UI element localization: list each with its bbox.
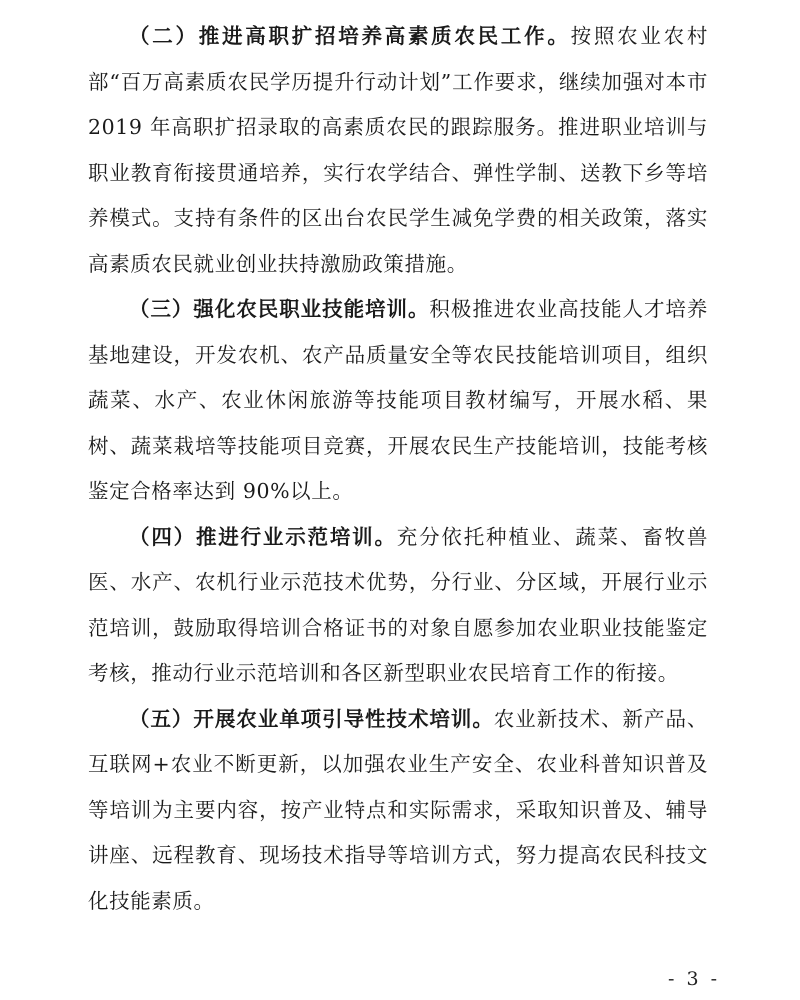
page-number: - 3 - [668, 968, 721, 990]
section-heading-4: （四）推进行业示范培训。 [129, 524, 397, 549]
paragraph-4 [88, 515, 708, 697]
paragraph-5 [88, 697, 708, 925]
section-heading-5: （五）开展农业单项引导性技术培训。 [129, 706, 494, 731]
section-body-5: 农业新技术、新产品、互联网+农业不断更新，以加强农业生产安全、农业科普知识普及等培训为主要内容，按产业特点和实际需求，采取知识普及、辅导讲座、远程教育、现场技术指导等培训方式，努力提高农民科技文化技能素质。 [88, 706, 708, 913]
paragraph-3 [88, 287, 708, 515]
section-heading-2: （二）推进高职扩招培养高素质农民工作。 [129, 24, 571, 48]
section-body-4: 充分依托种植业、蔬菜、畜牧兽医、水产、农机行业示范技术优势，分行业、分区域，开展行业示范培训，鼓励取得培训合格证书的对象自愿参加农业职业技能鉴定考核，推动行业示范培训和各区新型职业农民培育工作的衔接。 [88, 524, 708, 685]
document-body [88, 14, 708, 924]
section-body-2: 按照农业农村部“百万高素质农民学历提升行动计划”工作要求，继续加强对本市 2019 年高职扩招录取的高素质农民的跟踪服务。推进职业培训与职业教育衔接贯通培养，实行农学结合、弹性学制、送教下乡等培养模式。支持有条件的区出台农民学生减免学费的相关政策，落实高素质农民就业创业扶持激励政策措施。 [88, 24, 708, 276]
paragraph-2 [88, 14, 708, 287]
section-heading-3: （三）强化农民职业技能培训。 [129, 297, 430, 321]
section-body-3: 积极推进农业高技能人才培养基地建设，开发农机、农产品质量安全等农民技能培训项目，组织蔬菜、水产、农业休闲旅游等技能项目教材编写，开展水稻、果树、蔬菜栽培等技能项目竞赛，开展农民生产技能培训，技能考核鉴定合格率达到 90%以上。 [88, 297, 708, 503]
